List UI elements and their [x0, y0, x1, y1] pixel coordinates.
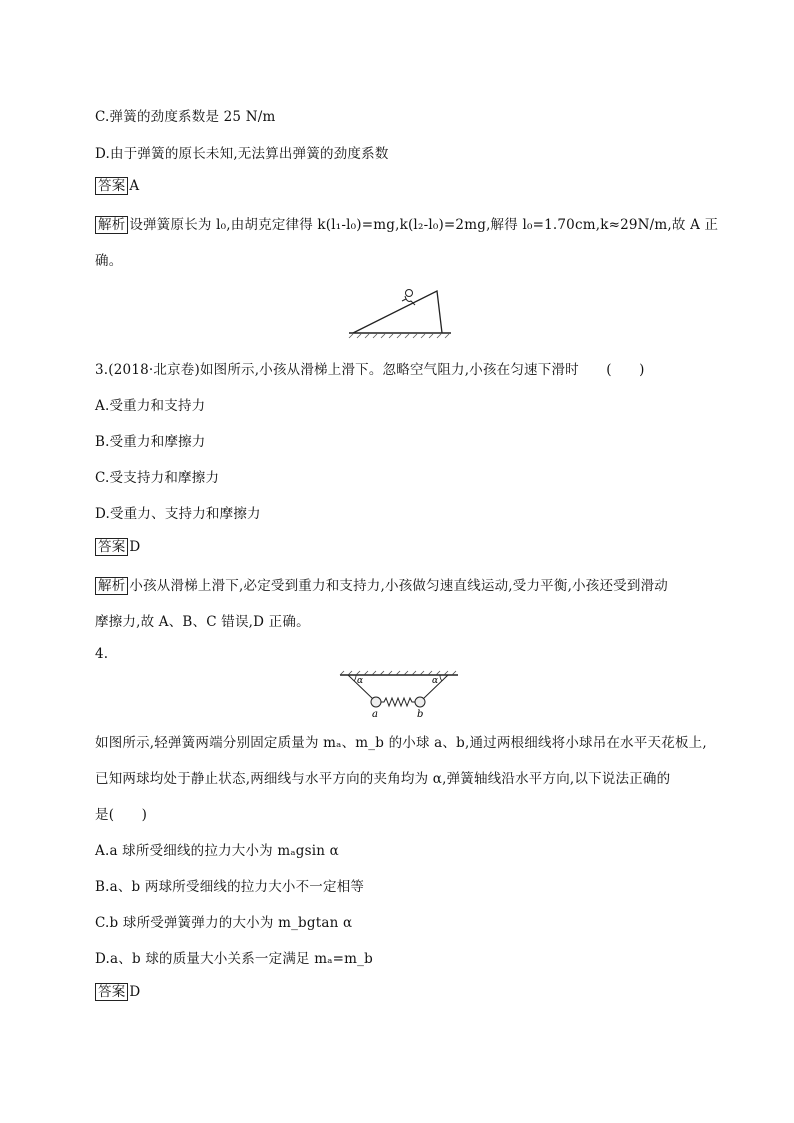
- analysis-text: 小孩从滑梯上滑下,必定受到重力和支持力,小孩做匀速直线运动,受力平衡,小孩还受到滑动: [129, 578, 668, 594]
- q4-option-d: D.a、b 球的质量大小关系一定满足 mₐ=m_b: [95, 951, 373, 967]
- q3-analysis-cont: 摩擦力,故 A、B、C 错误,D 正确。: [95, 614, 310, 630]
- answer-value: A: [129, 178, 140, 194]
- ball-a-label: a: [372, 709, 378, 720]
- answer-label: 答案: [95, 177, 128, 195]
- answer-label: 答案: [95, 538, 128, 556]
- analysis-text: 设弹簧原长为 l₀,由胡克定律得 k(l₁-l₀)=mg,k(l₂-l₀)=2mg,解得 l₀=1.70cm,k≈29N/m,故 A 正: [129, 217, 719, 233]
- analysis-label: 解析: [95, 577, 128, 595]
- slide-figure: [345, 283, 455, 339]
- q2-option-d: D.由于弹簧的原长未知,无法算出弹簧的劲度系数: [95, 146, 389, 162]
- q3-stem: 3.(2018·北京卷)如图所示,小孩从滑梯上滑下。忽略空气阻力,小孩在匀速下滑时 ( ): [95, 362, 645, 378]
- q3-analysis: [95, 574, 668, 595]
- answer-label: 答案: [95, 983, 128, 1001]
- q4-answer: [95, 983, 140, 1001]
- alpha-label-right: α: [432, 676, 439, 686]
- q4-number: 4.: [95, 646, 109, 662]
- alpha-label-left: α: [357, 676, 364, 686]
- q4-stem-1: 如图所示,轻弹簧两端分别固定质量为 mₐ、m_b 的小球 a、b,通过两根细线将小球吊在水平天花板上,: [95, 735, 707, 751]
- q4-option-c: C.b 球所受弹簧弹力的大小为 m_bgtan α: [95, 915, 353, 931]
- q3-answer: [95, 538, 140, 556]
- ball-b-label: b: [417, 709, 424, 720]
- q2-option-c: C.弹簧的劲度系数是 25 N/m: [95, 109, 276, 125]
- spring-figure: [338, 670, 460, 720]
- q3-option-d: D.受重力、支持力和摩擦力: [95, 506, 261, 522]
- q4-option-a: A.a 球所受细线的拉力大小为 mₐgsin α: [95, 843, 339, 859]
- q3-option-a: A.受重力和支持力: [95, 398, 206, 414]
- q4-stem-3: 是( ): [95, 807, 148, 823]
- q4-stem-2: 已知两球均处于静止状态,两细线与水平方向的夹角均为 α,弹簧轴线沿水平方向,以下说法正确的: [95, 771, 671, 787]
- answer-value: D: [129, 984, 141, 1000]
- q3-option-c: C.受支持力和摩擦力: [95, 470, 220, 486]
- q2-answer: [95, 177, 139, 195]
- answer-value: D: [129, 539, 141, 555]
- q3-option-b: B.受重力和摩擦力: [95, 434, 206, 450]
- q2-analysis-cont: 确。: [95, 253, 123, 269]
- q4-option-b: B.a、b 两球所受细线的拉力大小不一定相等: [95, 879, 365, 895]
- q2-analysis: [95, 213, 718, 234]
- analysis-label: 解析: [95, 216, 128, 234]
